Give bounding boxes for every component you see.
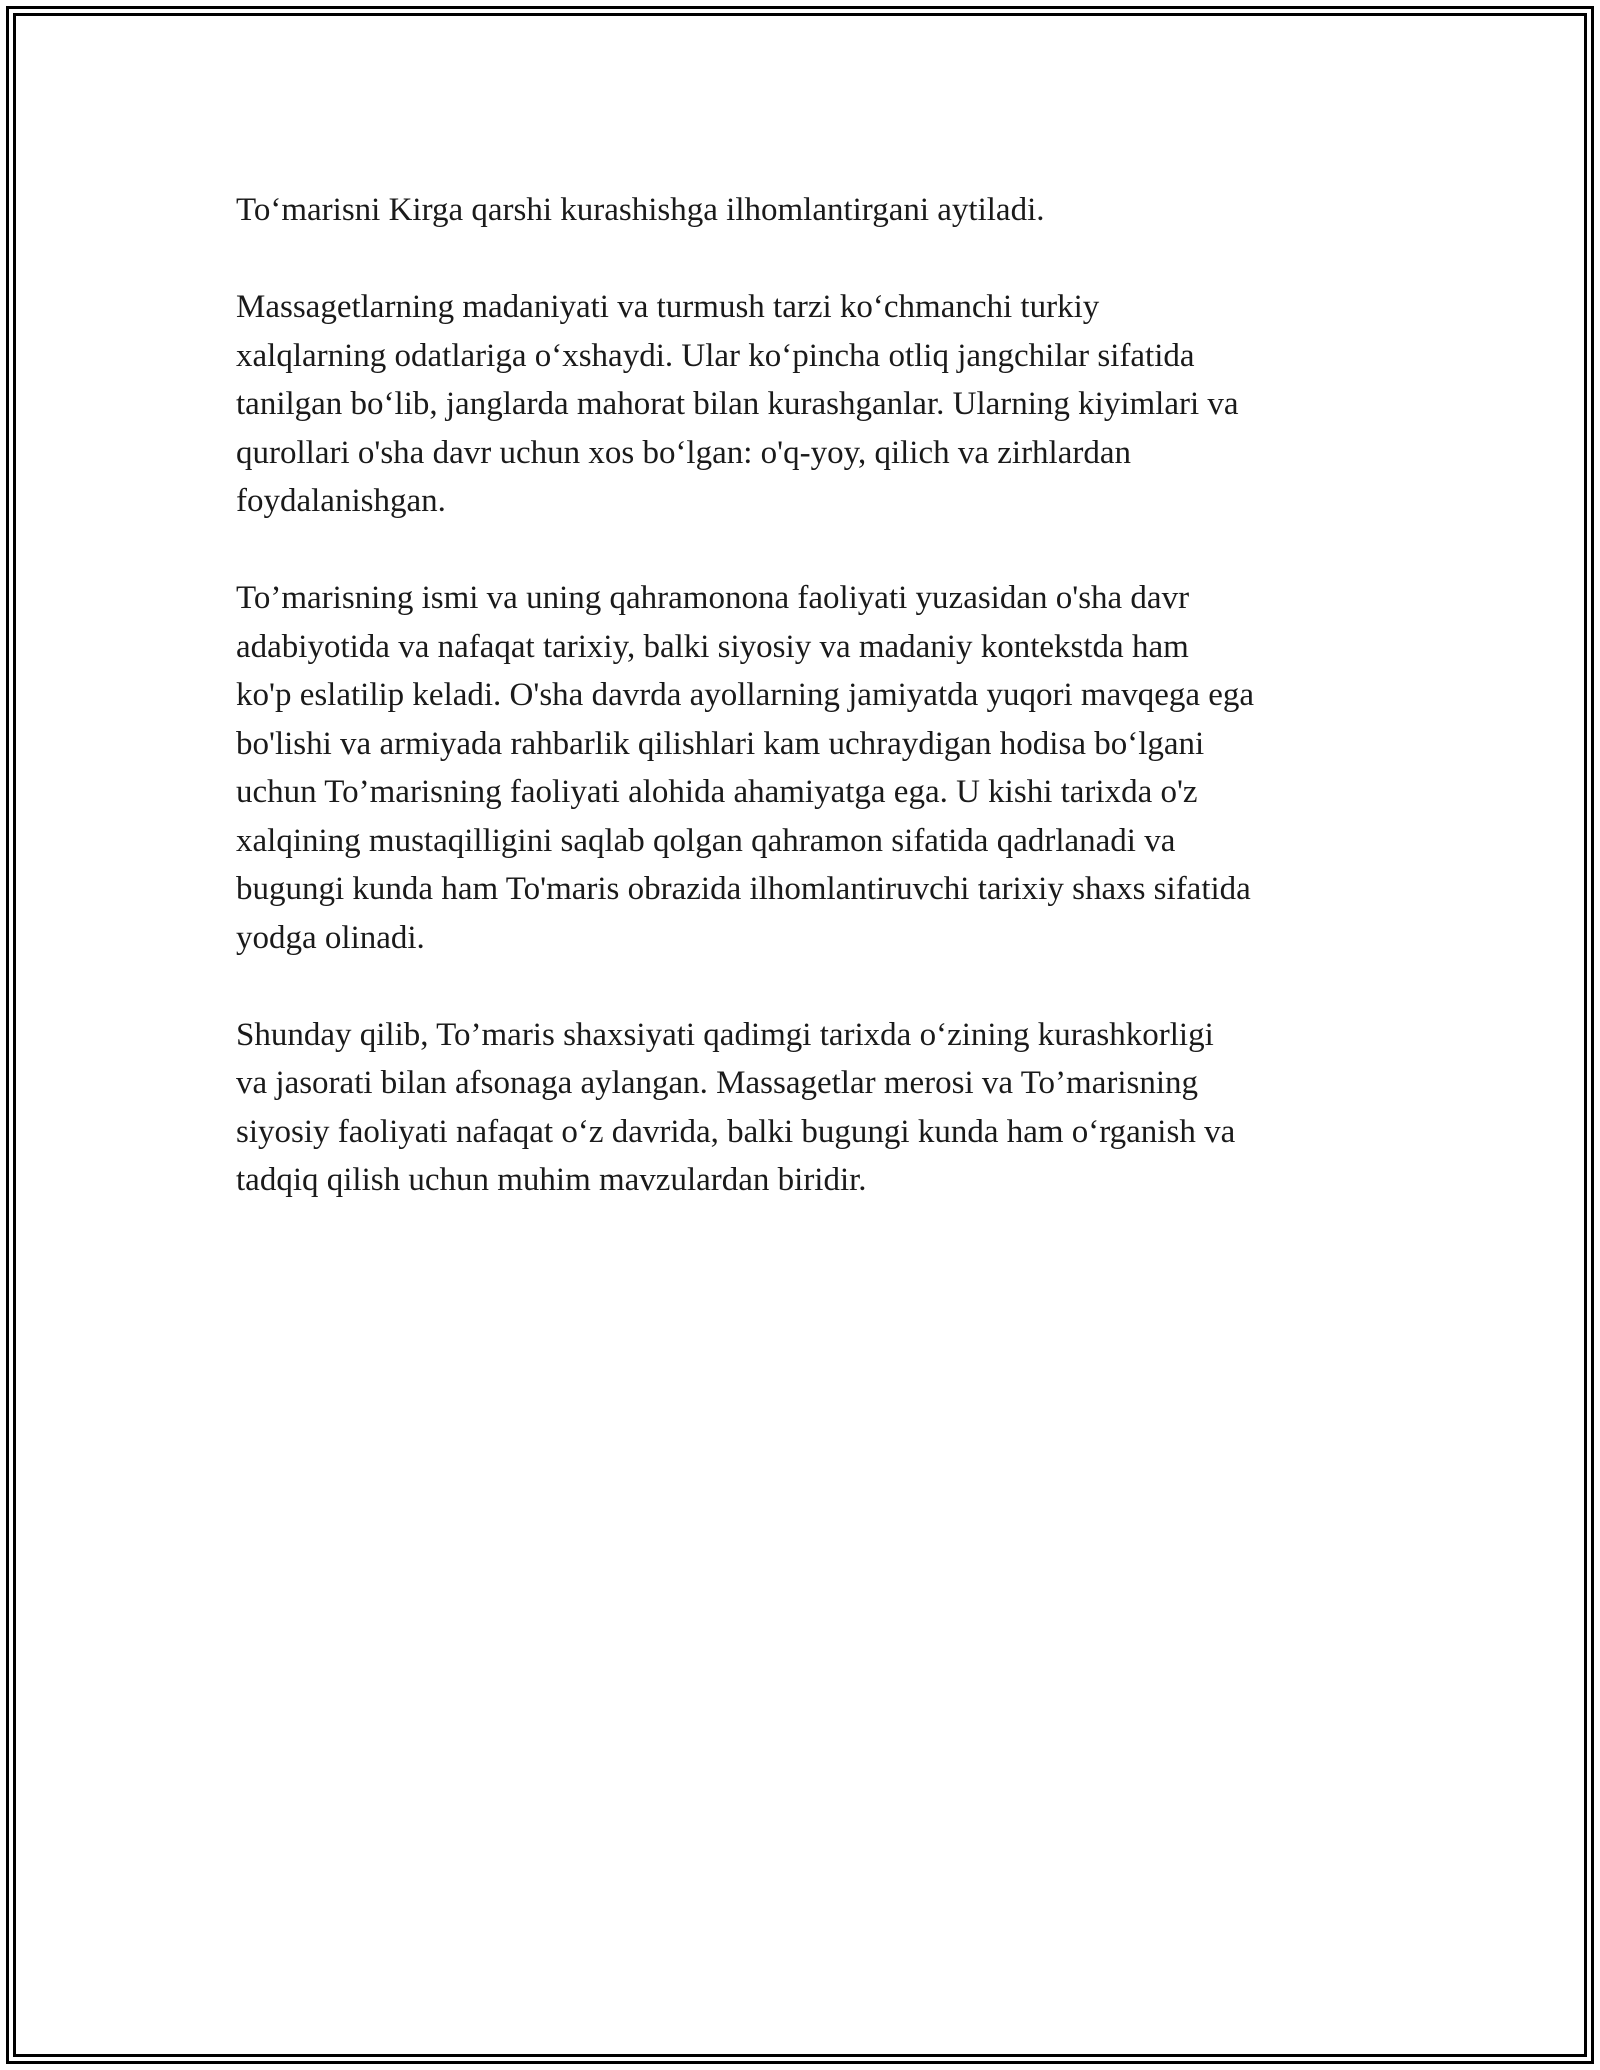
text-line: To’marisning ismi va uning qahramonona faoliyati yuzasidan o'sha davr [236, 580, 1190, 616]
paragraph-tomaris-legacy [236, 574, 1381, 962]
text-line: siyosiy faoliyati nafaqat o‘z davrida, balki bugungi kunda ham o‘rganish va [236, 1113, 1236, 1150]
paragraph-massagetae-culture [236, 283, 1381, 526]
text-line: bo'lishi va armiyada rahbarlik qilishlari kam uchraydigan hodisa bo‘lgani [236, 725, 1205, 762]
text-line: ko'p eslatilip keladi. O'sha davrda ayollarning jamiyatda yuqori mavqega ega [236, 677, 1255, 713]
paragraph-conclusion [236, 1011, 1381, 1205]
text-line: Massagetlarning madaniyati va turmush tarzi ko‘chmanchi turkiy [236, 289, 1100, 325]
text-line: tadqiq qilish uchun muhim mavzulardan biridir. [236, 1162, 867, 1198]
text-line: To‘marisni Kirga qarshi kurashishga ilhomlantirgani aytiladi. [236, 192, 1045, 228]
text-line: yodga olinadi. [236, 919, 425, 956]
text-line: uchun To’marisning faoliyati alohida ahamiyatga ega. U kishi tarixda o'z [236, 774, 1198, 810]
text-line: va jasorati bilan afsonaga aylangan. Massagetlar merosi va To’marisning [236, 1065, 1199, 1101]
paragraph-intro [236, 186, 1381, 235]
text-line: foydalanishgan. [236, 483, 446, 519]
text-line: adabiyotida va nafaqat tarixiy, balki siyosiy va madaniy kontekstda ham [236, 628, 1189, 665]
text-line: Shunday qilib, To’maris shaxsiyati qadimgi tarixda o‘zining kurashkorligi [236, 1016, 1214, 1053]
document-body [236, 186, 1381, 1253]
text-line: bugungi kunda ham To'maris obrazida ilhomlantiruvchi tarixiy shaxs sifatida [236, 871, 1251, 907]
text-line: xalqining mustaqilligini saqlab qolgan qahramon sifatida qadrlanadi va [236, 822, 1176, 859]
text-line: qurollari o'sha davr uchun xos bo‘lgan: o'q-yoy, qilich va zirhlardan [236, 434, 1132, 471]
text-line: xalqlarning odatlariga o‘xshaydi. Ular ko‘pincha otliq jangchilar sifatida [236, 337, 1195, 374]
text-line: tanilgan bo‘lib, janglarda mahorat bilan kurashganlar. Ularning kiyimlari va [236, 386, 1239, 422]
